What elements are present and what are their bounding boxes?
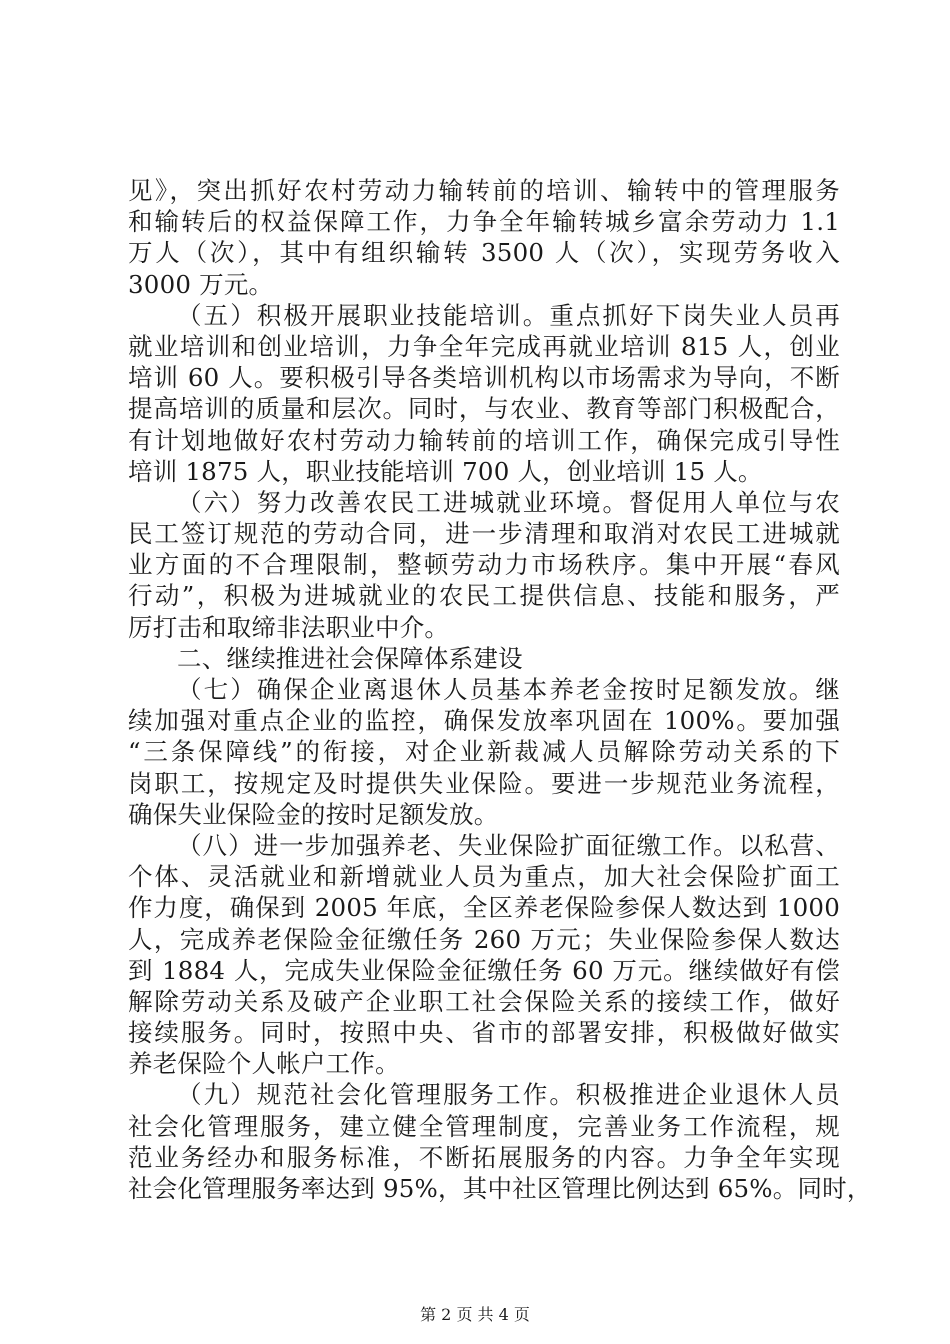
page-number-footer: 第 2 页 共 4 页 — [420, 1305, 530, 1324]
text-line: （七）确保企业离退休人员基本养老金按时足额发放。继 — [177, 675, 840, 704]
text-line: 社会化管理服务，建立健全管理制度，完善业务工作流程，规 — [128, 1111, 840, 1141]
text-line: “三条保障线”的衔接，对企业新裁减人员解除劳动关系的下 — [128, 737, 840, 767]
body-text — [128, 175, 872, 1204]
text-line: 培训 60 人。要积极引导各类培训机构以市场需求为导向，不断 — [128, 363, 840, 393]
text-line: （五）积极开展职业技能培训。重点抓好下岗失业人员再 — [177, 300, 840, 330]
text-line: 二、继续推进社会保障体系建设 — [177, 643, 523, 673]
text-line: 接续服务。同时，按照中央、省市的部署安排，积极做好做实 — [128, 1018, 840, 1048]
text-line: 有计划地做好农村劳动力输转前的培训工作，确保完成引导性 — [128, 425, 840, 455]
text-line: 业方面的不合理限制，整顿劳动力市场秩序。集中开展“春风 — [128, 550, 840, 580]
text-line: （九）规范社会化管理服务工作。积极推进企业退休人员 — [177, 1080, 840, 1110]
text-line: 万人（次），其中有组织输转 3500 人（次），实现劳务收入 — [128, 238, 840, 268]
text-line: 行动”，积极为进城就业的农民工提供信息、技能和服务，严 — [128, 581, 840, 611]
text-line: 养老保险个人帐户工作。 — [128, 1049, 400, 1079]
text-line: 作力度，确保到 2005 年底，全区养老保险参保人数达到 1000 — [128, 893, 840, 923]
text-line: 就业培训和创业培训，力争全年完成再就业培训 815 人，创业 — [128, 331, 840, 361]
text-line: 到 1884 人，完成失业保险金征缴任务 60 万元。继续做好有偿 — [128, 955, 840, 985]
text-line: 个体、灵活就业和新增就业人员为重点，加大社会保险扩面工 — [128, 862, 840, 892]
text-line: 提高培训的质量和层次。同时，与农业、教育等部门积极配合， — [128, 394, 840, 424]
text-line: 培训 1875 人，职业技能培训 700 人，创业培训 15 人。 — [128, 456, 763, 486]
text-line: 民工签订规范的劳动合同，进一步清理和取消对农民工进城就 — [128, 519, 840, 549]
text-line: 和输转后的权益保障工作，力争全年输转城乡富余劳动力 1.1 — [128, 207, 840, 237]
text-line: 解除劳动关系及破产企业职工社会保险关系的接续工作，做好 — [128, 986, 840, 1016]
text-line: 社会化管理服务率达到 95%，其中社区管理比例达到 65%。同时， — [128, 1174, 872, 1203]
text-line: 见》，突出抓好农村劳动力输转前的培训、输转中的管理服务 — [128, 176, 840, 205]
text-line: （六）努力改善农民工进城就业环境。督促用人单位与农 — [177, 487, 840, 517]
text-line: 续加强对重点企业的监控，确保发放率巩固在 100%。要加强 — [128, 706, 840, 736]
text-line: 范业务经办和服务标准，不断拓展服务的内容。力争全年实现 — [128, 1142, 840, 1172]
text-line: 3000 万元。 — [128, 269, 274, 299]
text-line: （八）进一步加强养老、失业保险扩面征缴工作。以私营、 — [177, 830, 840, 860]
text-line: 厉打击和取缔非法职业中介。 — [128, 612, 450, 642]
text-line: 人，完成养老保险金征缴任务 260 万元；失业保险参保人数达 — [128, 924, 840, 954]
text-line: 岗职工，按规定及时提供失业保险。要进一步规范业务流程， — [128, 768, 840, 798]
text-line: 确保失业保险金的按时足额发放。 — [128, 799, 499, 829]
